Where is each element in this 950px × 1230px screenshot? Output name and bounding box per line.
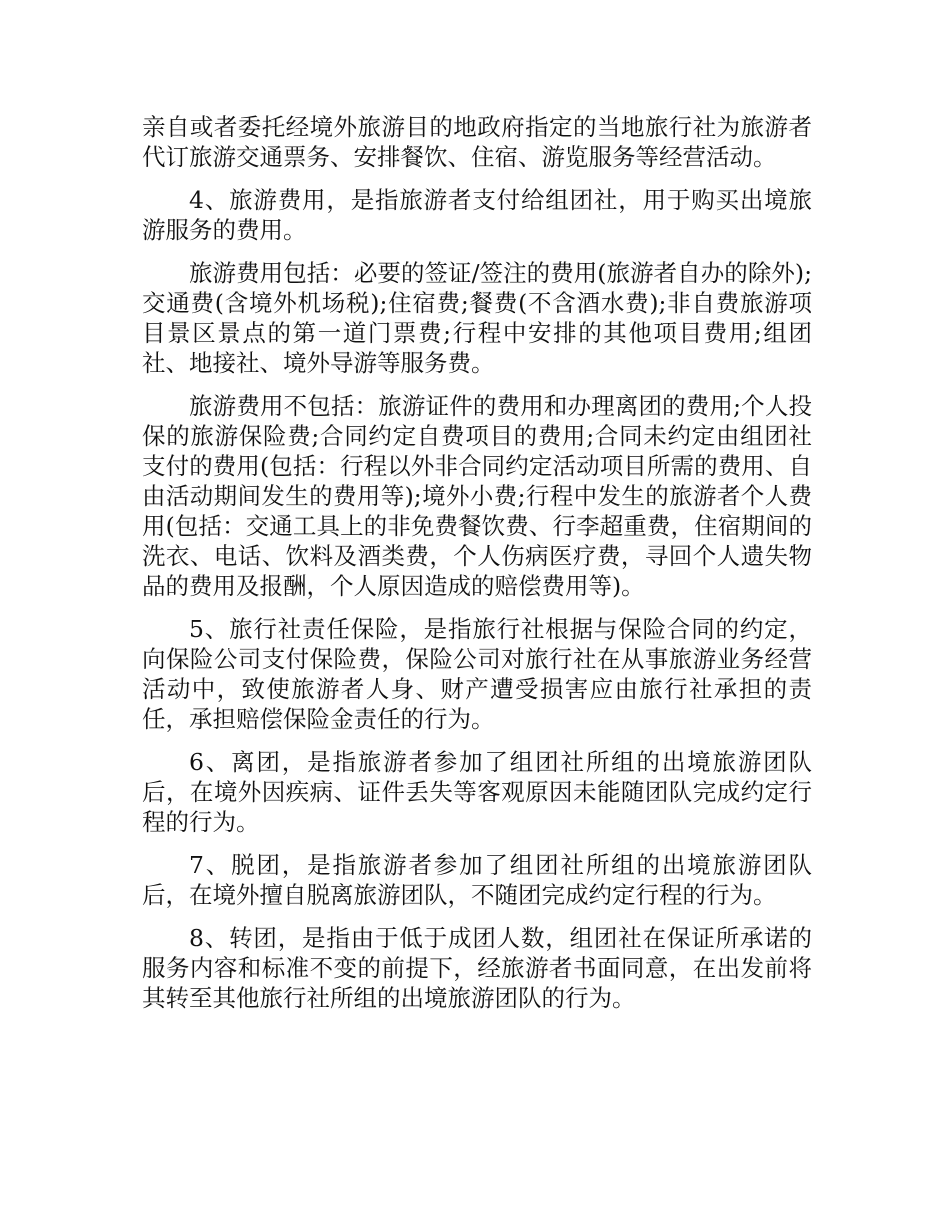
paragraph-abscond-group: 7、脱团，是指旅游者参加了组团社所组的出境旅游团队后，在境外擅自脱离旅游团队，不随团完成约定行程的行为。 [142,851,812,909]
paragraph-continuation: 亲自或者委托经境外旅游目的地政府指定的当地旅行社为旅游者代订旅游交通票务、安排餐饮、住宿、游览服务等经营活动。 [142,113,812,171]
paragraph-liability-insurance: 5、旅行社责任保险，是指旅行社根据与保险合同的约定，向保险公司支付保险费，保险公司对旅行社在从事旅游业务经营活动中，致使旅游者人身、财产遭受损害应由旅行社承担的责任，承担赔偿保险金责任的行为。 [142,615,812,733]
paragraph-fee-excludes: 旅游费用不包括：旅游证件的费用和办理离团的费用;个人投保的旅游保险费;合同约定自费项目的费用;合同未约定由组团社支付的费用(包括：行程以外非合同约定活动项目所需的费用、自由活动期间发生的费用等);境外小费;行程中发生的旅游者个人费用(包括：交通工具上的非免费餐饮费、行李超重费，住宿期间的洗衣、电话、饮料及酒类费，个人伤病医疗费，寻回个人遗失物品的费用及报酬，个人原因造成的赔偿费用等)。 [142,392,812,600]
document-page [142,112,812,1026]
paragraph-travel-fee-definition: 4、旅游费用，是指旅游者支付给组团社，用于购买出境旅游服务的费用。 [142,186,812,244]
paragraph-fee-includes: 旅游费用包括：必要的签证/签注的费用(旅游者自办的除外);交通费(含境外机场税);住宿费;餐费(不含酒水费);非自费旅游项目景区景点的第一道门票费;行程中安排的其他项目费用;组团社、地接社、境外导游等服务费。 [142,259,812,377]
paragraph-transfer-group: 8、转团，是指由于低于成团人数，组团社在保证所承诺的服务内容和标准不变的前提下，经旅游者书面同意，在出发前将其转至其他旅行社所组的出境旅游团队的行为。 [142,924,812,1012]
paragraph-leave-group: 6、离团，是指旅游者参加了组团社所组的出境旅游团队后，在境外因疾病、证件丢失等客观原因未能随团队完成约定行程的行为。 [142,748,812,836]
